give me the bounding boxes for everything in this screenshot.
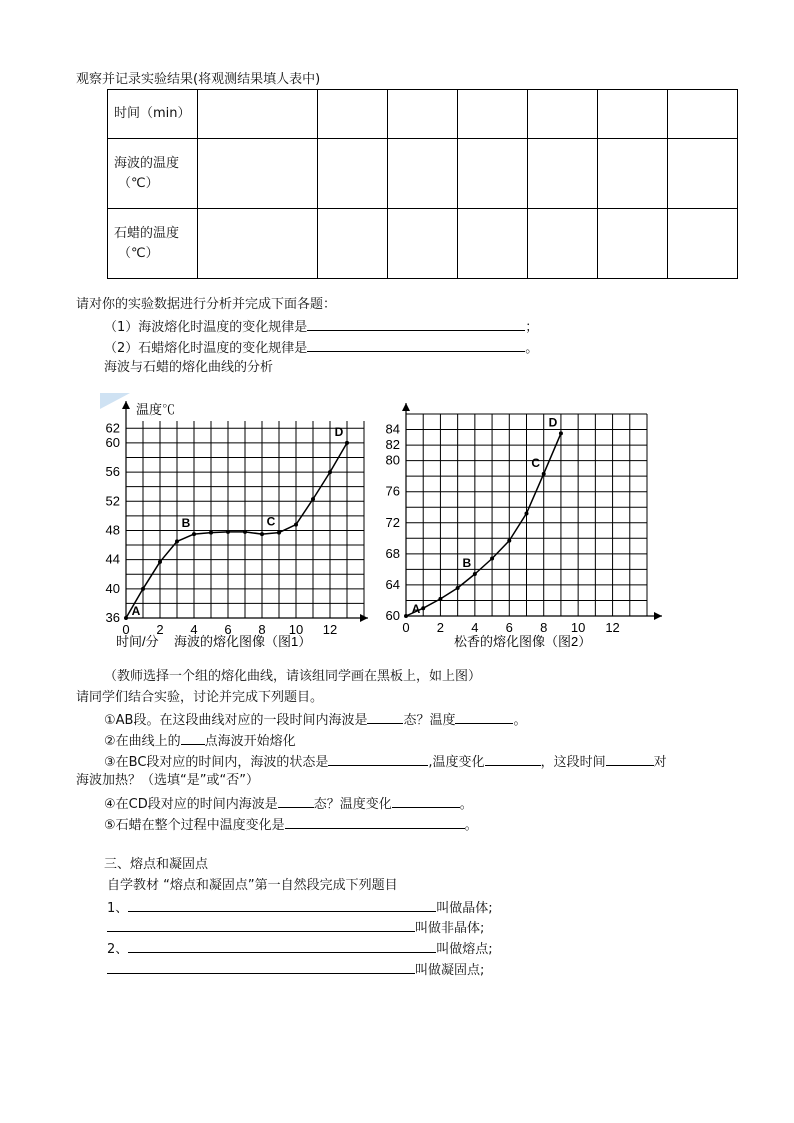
- point-label-b: B: [181, 516, 191, 531]
- point-label-c: C: [266, 514, 276, 529]
- data-point: [294, 523, 298, 527]
- answer-blank[interactable]: [307, 339, 525, 352]
- data-point: [345, 441, 349, 445]
- table-cell[interactable]: [528, 139, 598, 209]
- table-cell[interactable]: [458, 90, 528, 139]
- table-cell[interactable]: [668, 209, 738, 279]
- question-2: （2）石蜡熔化时温度的变化规律是 。: [104, 341, 539, 356]
- x-tick-label: 0: [402, 620, 410, 635]
- y-tick-label: 82: [385, 437, 400, 453]
- y-tick-label: 84: [385, 421, 400, 437]
- point-label-c: C: [531, 455, 541, 470]
- y-tick-label: 40: [105, 580, 120, 596]
- table-cell[interactable]: [318, 90, 388, 139]
- row-label-time: 时间（min）: [108, 90, 198, 139]
- data-point: [209, 531, 213, 535]
- y-tick-label: 48: [105, 522, 120, 538]
- table-cell[interactable]: [598, 90, 668, 139]
- answer-blank[interactable]: [278, 795, 314, 808]
- y-tick-label: 68: [385, 545, 400, 561]
- y-axis-arrow: [402, 403, 410, 411]
- table-cell[interactable]: [318, 209, 388, 279]
- answer-blank[interactable]: [181, 732, 205, 745]
- y-tick-label: 64: [385, 576, 400, 592]
- table-cell[interactable]: [598, 139, 668, 209]
- data-point: [525, 511, 529, 515]
- table-row-hypo: [108, 139, 738, 209]
- y-tick-label: 36: [105, 610, 120, 625]
- table-cell[interactable]: [318, 139, 388, 209]
- point-label-a: A: [131, 604, 141, 618]
- answer-blank[interactable]: [485, 753, 541, 766]
- x-tick-label: 2: [156, 622, 164, 637]
- data-point: [141, 587, 145, 591]
- y-axis-arrow: [122, 401, 130, 409]
- table-cell[interactable]: [668, 139, 738, 209]
- chart1-title: 海波的熔化图像（图1）: [174, 634, 312, 649]
- x-tick-label: 12: [322, 622, 338, 637]
- data-point: [175, 539, 179, 543]
- answer-blank[interactable]: [107, 961, 415, 974]
- section3-title: 三、熔点和凝固点: [104, 857, 209, 872]
- teacher-note: （教师选择一个组的熔化曲线，请该组同学画在黑板上，如上图）: [104, 669, 482, 684]
- point-label-b: B: [462, 556, 472, 571]
- y-tick-label: 60: [385, 608, 400, 623]
- discuss-item-4: ④在CD段对应的时间内海波是 态？温度变化 。: [104, 797, 473, 812]
- row-label-paraffin: 石蜡的温度 （℃）: [108, 209, 198, 279]
- data-point: [542, 472, 546, 476]
- data-point: [277, 531, 281, 535]
- x-tick-label: 8: [540, 620, 548, 635]
- data-point: [226, 530, 230, 534]
- data-point: [559, 431, 563, 435]
- x-axis-arrow: [654, 612, 662, 620]
- answer-blank[interactable]: [392, 795, 460, 808]
- table-cell[interactable]: [198, 139, 318, 209]
- table-cell[interactable]: [388, 90, 458, 139]
- answer-blank[interactable]: [285, 816, 465, 829]
- observation-table: [107, 89, 738, 279]
- data-point: [473, 572, 477, 576]
- y-tick-label: 44: [105, 551, 120, 567]
- x-tick-label: 4: [190, 622, 198, 637]
- table-cell[interactable]: [528, 90, 598, 139]
- data-point: [192, 532, 196, 536]
- table-cell[interactable]: [528, 209, 598, 279]
- data-point: [421, 606, 425, 610]
- x-tick-label: 10: [288, 622, 304, 637]
- answer-blank[interactable]: [367, 711, 403, 724]
- table-cell[interactable]: [388, 209, 458, 279]
- x-tick-label: 4: [471, 620, 479, 635]
- answer-blank[interactable]: [455, 711, 513, 724]
- chart1-ylabel: 温度℃: [136, 402, 176, 417]
- answer-blank[interactable]: [128, 940, 436, 953]
- point-label-a: A: [411, 602, 421, 616]
- table-cell[interactable]: [668, 90, 738, 139]
- data-point: [438, 597, 442, 601]
- x-tick-label: 10: [570, 620, 586, 635]
- definition-line-1: 1、 叫做晶体;: [107, 901, 493, 916]
- table-cell[interactable]: [458, 209, 528, 279]
- x-tick-label: 6: [224, 622, 232, 637]
- y-tick-label: 72: [385, 514, 400, 530]
- chart-hypo: [100, 393, 370, 660]
- analysis-heading: 请对你的实验数据进行分析并完成下面各题：: [76, 297, 337, 312]
- answer-blank[interactable]: [328, 753, 428, 766]
- x-tick-label: 8: [258, 622, 266, 637]
- table-cell[interactable]: [198, 90, 318, 139]
- chart2-title: 松香的熔化图像（图2）: [454, 634, 592, 649]
- data-point: [243, 530, 247, 534]
- y-tick-label: 60: [105, 434, 120, 450]
- data-point: [490, 557, 494, 561]
- table-row-time: [108, 90, 738, 139]
- chart1-xlabel: 时间/分: [116, 634, 159, 649]
- data-point: [124, 616, 128, 620]
- table-cell[interactable]: [598, 209, 668, 279]
- data-point: [311, 497, 315, 501]
- discuss-item-3: ③在BC段对应的时间内，海波的状态是 ,温度变化 ，这段时间 对: [104, 755, 667, 770]
- chart-rosin: [380, 393, 665, 660]
- data-point: [260, 532, 264, 536]
- definition-line-2: 叫做非晶体;: [107, 919, 484, 937]
- question-1: （1）海波熔化时温度的变化规律是 ；: [104, 320, 539, 335]
- y-tick-label: 56: [105, 464, 120, 480]
- data-point: [507, 539, 511, 543]
- answer-blank[interactable]: [128, 899, 436, 912]
- table-cell[interactable]: [458, 139, 528, 209]
- curve-heading: 海波与石蜡的熔化曲线的分析: [104, 360, 274, 375]
- section3-intro: 自学教材 “熔点和凝固点”第一自然段完成下列题目: [107, 878, 398, 893]
- y-tick-label: 80: [385, 452, 400, 468]
- intro-text: 观察并记录实验结果(将观测结果填人表中): [76, 72, 321, 87]
- x-tick-label: 2: [436, 620, 445, 635]
- x-tick-label: 6: [505, 620, 513, 635]
- discuss-item-1: ①AB段。在这段曲线对应的一段时间内海波是 态？温度 。: [104, 713, 527, 728]
- data-point: [328, 470, 332, 474]
- answer-blank[interactable]: [606, 753, 654, 766]
- x-tick-label: 0: [122, 622, 130, 637]
- y-tick-label: 52: [105, 493, 120, 509]
- y-tick-label: 76: [385, 483, 400, 499]
- row-label-hypo: 海波的温度 （℃）: [108, 139, 198, 209]
- y-tick-label: 62: [105, 420, 120, 436]
- definition-line-4: 叫做凝固点;: [107, 961, 484, 979]
- data-point: [158, 560, 162, 564]
- discuss-item-3-line2: 海波加热？（选填“是”或“否”）: [76, 773, 259, 788]
- x-tick-label: 12: [605, 620, 620, 635]
- answer-blank[interactable]: [107, 919, 415, 932]
- table-cell[interactable]: [388, 139, 458, 209]
- table-cell[interactable]: [198, 209, 318, 279]
- definition-line-3: 2、 叫做熔点;: [107, 942, 493, 957]
- data-point: [404, 614, 408, 618]
- discuss-heading: 请同学们结合实验，讨论并完成下列题目。: [76, 690, 324, 705]
- point-label-d: D: [548, 415, 558, 430]
- table-row-paraffin: [108, 209, 738, 279]
- point-label-d: D: [334, 424, 344, 439]
- answer-blank[interactable]: [307, 318, 525, 331]
- data-point: [456, 586, 460, 590]
- discuss-item-5: ⑤石蜡在整个过程中温度变化是 。: [104, 818, 478, 833]
- discuss-item-2: ②在曲线上的 点海波开始熔化: [104, 734, 296, 749]
